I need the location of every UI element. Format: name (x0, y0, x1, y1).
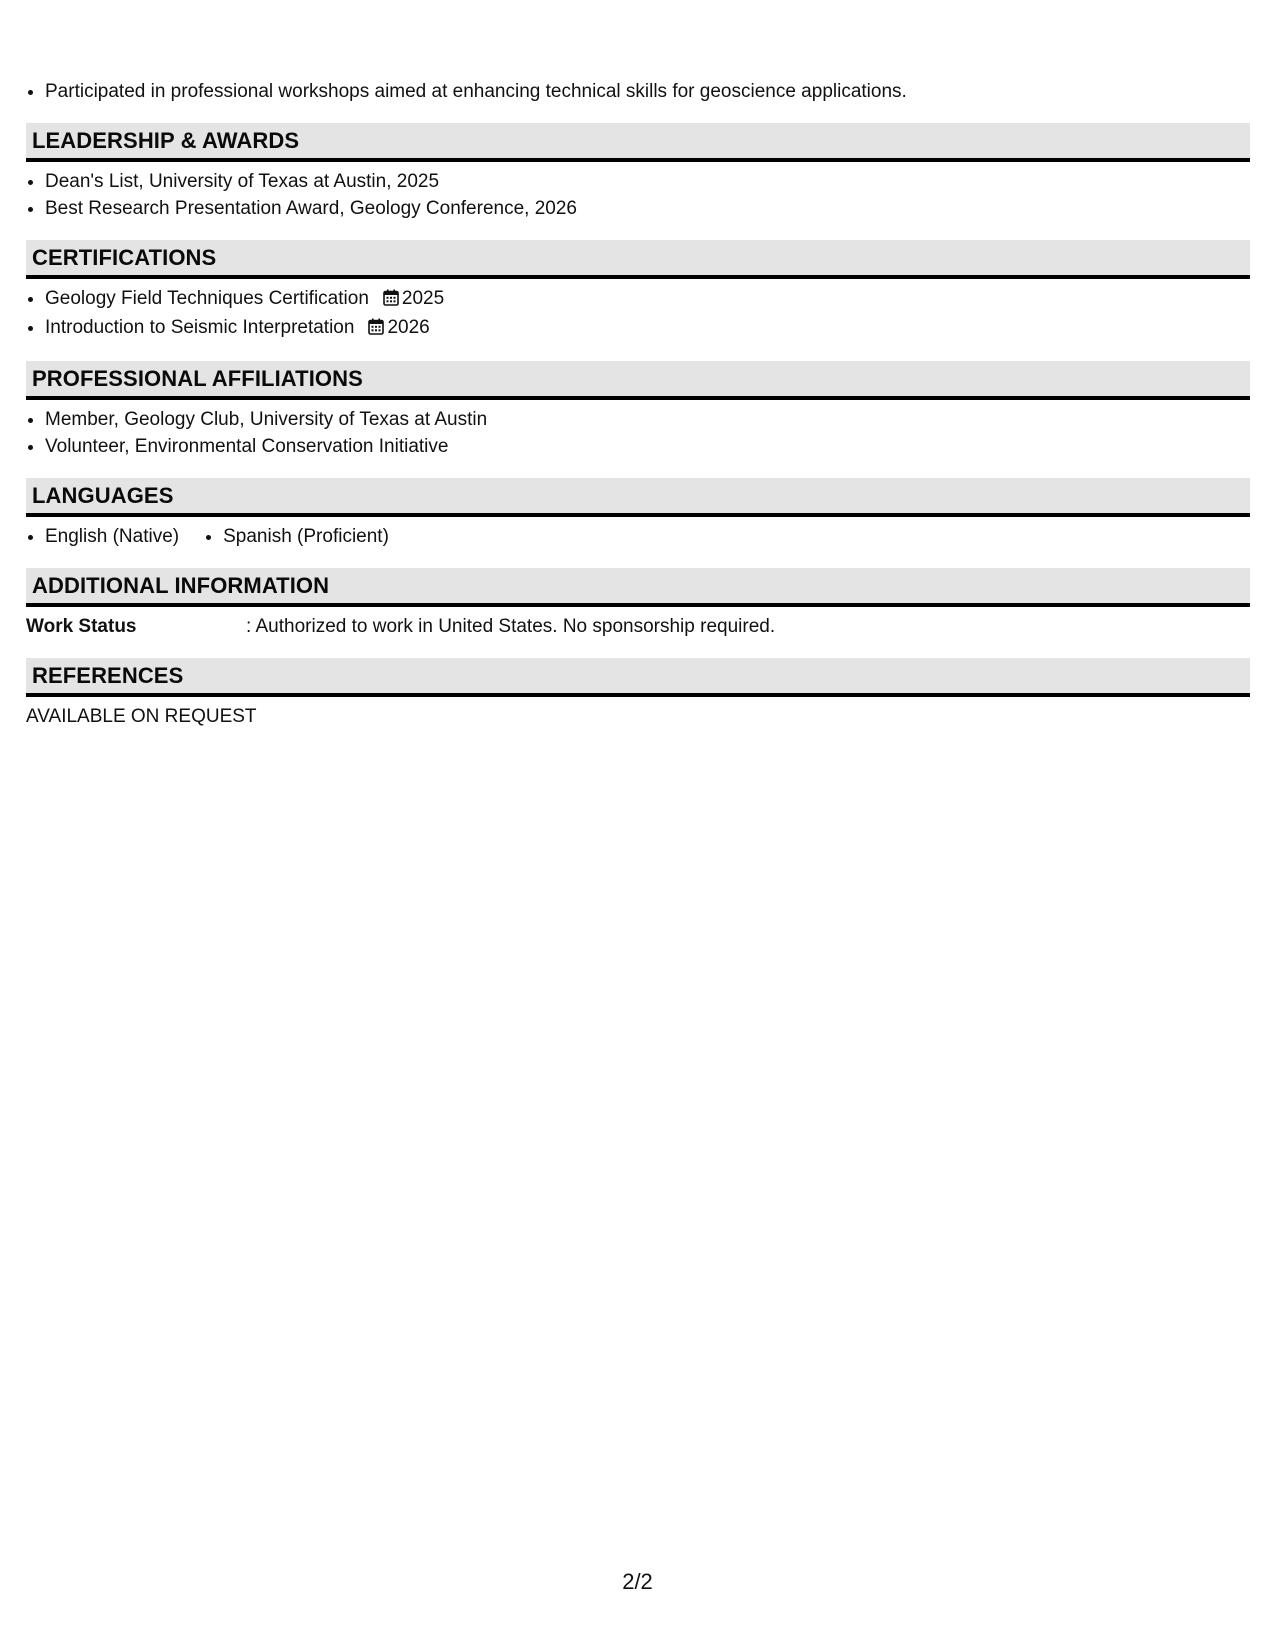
certifications-list (26, 285, 1250, 343)
section-title: CERTIFICATIONS (32, 244, 217, 270)
languages-section (26, 478, 1250, 550)
calendar-icon (383, 287, 399, 314)
section-title: REFERENCES (32, 662, 184, 688)
section-header (26, 123, 1250, 162)
page-number: 2/2 (622, 1569, 653, 1594)
certifications-section (26, 240, 1250, 343)
list-item: • Participated in professional workshops aimed at enhancing technical skills for geoscience applications. (45, 78, 1250, 105)
affiliations-section (26, 361, 1250, 460)
section-title: ADDITIONAL INFORMATION (32, 572, 330, 598)
continued-experience-list (26, 78, 1250, 105)
list-item: • Member, Geology Club, University of Texas at Austin (45, 406, 1250, 433)
certification-name: Geology Field Techniques Certification (45, 288, 369, 309)
certification-year: 2026 (387, 317, 430, 338)
list-item: • Dean's List, University of Texas at Austin, 2025 (45, 168, 1250, 195)
additional-info-section (26, 568, 1250, 640)
section-header (26, 478, 1250, 517)
list-item (45, 314, 1250, 343)
list-item (45, 285, 1250, 314)
section-header (26, 658, 1250, 697)
section-title: PROFESSIONAL AFFILIATIONS (32, 365, 363, 391)
list-item: • Volunteer, Environmental Conservation Initiative (45, 433, 1250, 460)
language-item: • Spanish (Proficient) (223, 523, 389, 550)
resume-page (26, 78, 1250, 730)
work-status-value: : Authorized to work in United States. No sponsorship required. (246, 616, 776, 637)
references-text: AVAILABLE ON REQUEST (26, 706, 257, 727)
section-header (26, 568, 1250, 607)
list-item: • Best Research Presentation Award, Geology Conference, 2026 (45, 195, 1250, 222)
section-title: LANGUAGES (32, 482, 174, 508)
leadership-list (26, 168, 1250, 222)
work-status-label: Work Status (26, 616, 137, 637)
references-section (26, 658, 1250, 730)
certification-name: Introduction to Seismic Interpretation (45, 317, 355, 338)
leadership-section (26, 123, 1250, 222)
calendar-icon (368, 316, 384, 343)
language-item: • English (Native) (45, 523, 179, 550)
section-title: LEADERSHIP & AWARDS (32, 127, 300, 153)
section-header (26, 240, 1250, 279)
section-header (26, 361, 1250, 400)
languages-list (26, 523, 1250, 550)
certification-year: 2025 (401, 288, 445, 309)
work-status-row (26, 613, 1250, 640)
affiliations-list (26, 406, 1250, 460)
